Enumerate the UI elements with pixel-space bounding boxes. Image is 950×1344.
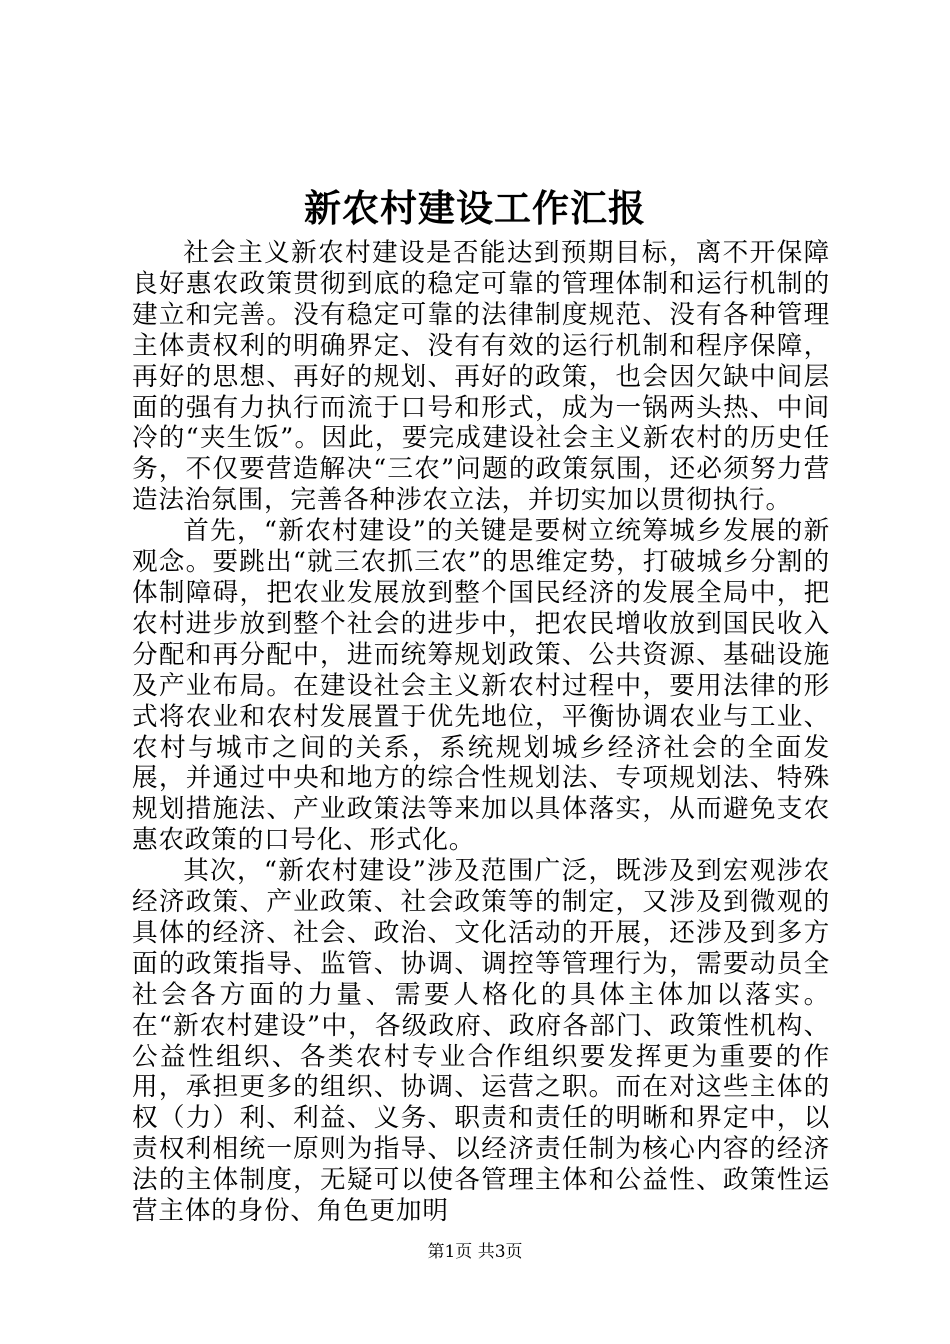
page-footer: 第1页 共3页 <box>427 1242 523 1262</box>
document-body <box>132 238 830 1227</box>
document-title: 新农村建设工作汇报 <box>304 186 646 230</box>
paragraph-first: 首先，“新农村建设”的关键是要树立统筹城乡发展的新观念。要跳出“就三农抓三农”的思维定势，打破城乡分割的体制障碍，把农业发展放到整个国民经济的发展全局中，把农村进步放到整个社会的进步中，把农民增收放到国民收入分配和再分配中，进而统筹规划政策、公共资源、基础设施及产业布局。在建设社会主义新农村过程中，要用法律的形式将农业和农村发展置于优先地位，平衡协调农业与工业、农村与城市之间的关系，系统规划城乡经济社会的全面发展，并通过中央和地方的综合性规划法、专项规划法、特殊规划措施法、产业政策法等来加以具体落实，从而避免支农惠农政策的口号化、形式化。 <box>132 516 830 856</box>
paragraph-second: 其次，“新农村建设”涉及范围广泛，既涉及到宏观涉农经济政策、产业政策、社会政策等的制定，又涉及到微观的具体的经济、社会、政治、文化活动的开展，还涉及到多方面的政策指导、监管、协调、调控等管理行为，需要动员全社会各方面的力量、需要人格化的具体主体加以落实。在“新农村建设”中，各级政府、政府各部门、政策性机构、公益性组织、各类农村专业合作组织要发挥更为重要的作用，承担更多的组织、协调、运营之职。而在对这些主体的权（力）利、利益、义务、职责和责任的明晰和界定中，以责权利相统一原则为指导、以经济责任制为核心内容的经济法的主体制度，无疑可以使各管理主体和公益性、政策性运营主体的身份、角色更加明 <box>132 856 830 1227</box>
paragraph-intro: 社会主义新农村建设是否能达到预期目标，离不开保障良好惠农政策贯彻到底的稳定可靠的管理体制和运行机制的建立和完善。没有稳定可靠的法律制度规范、没有各种管理主体责权利的明确界定、没有有效的运行机制和程序保障，再好的思想、再好的规划、再好的政策，也会因欠缺中间层面的强有力执行而流于口号和形式，成为一锅两头热、中间冷的“夹生饭”。因此，要完成建设社会主义新农村的历史任务，不仅要营造解决“三农”问题的政策氛围，还必须努力营造法治氛围，完善各种涉农立法，并切实加以贯彻执行。 <box>132 238 830 516</box>
